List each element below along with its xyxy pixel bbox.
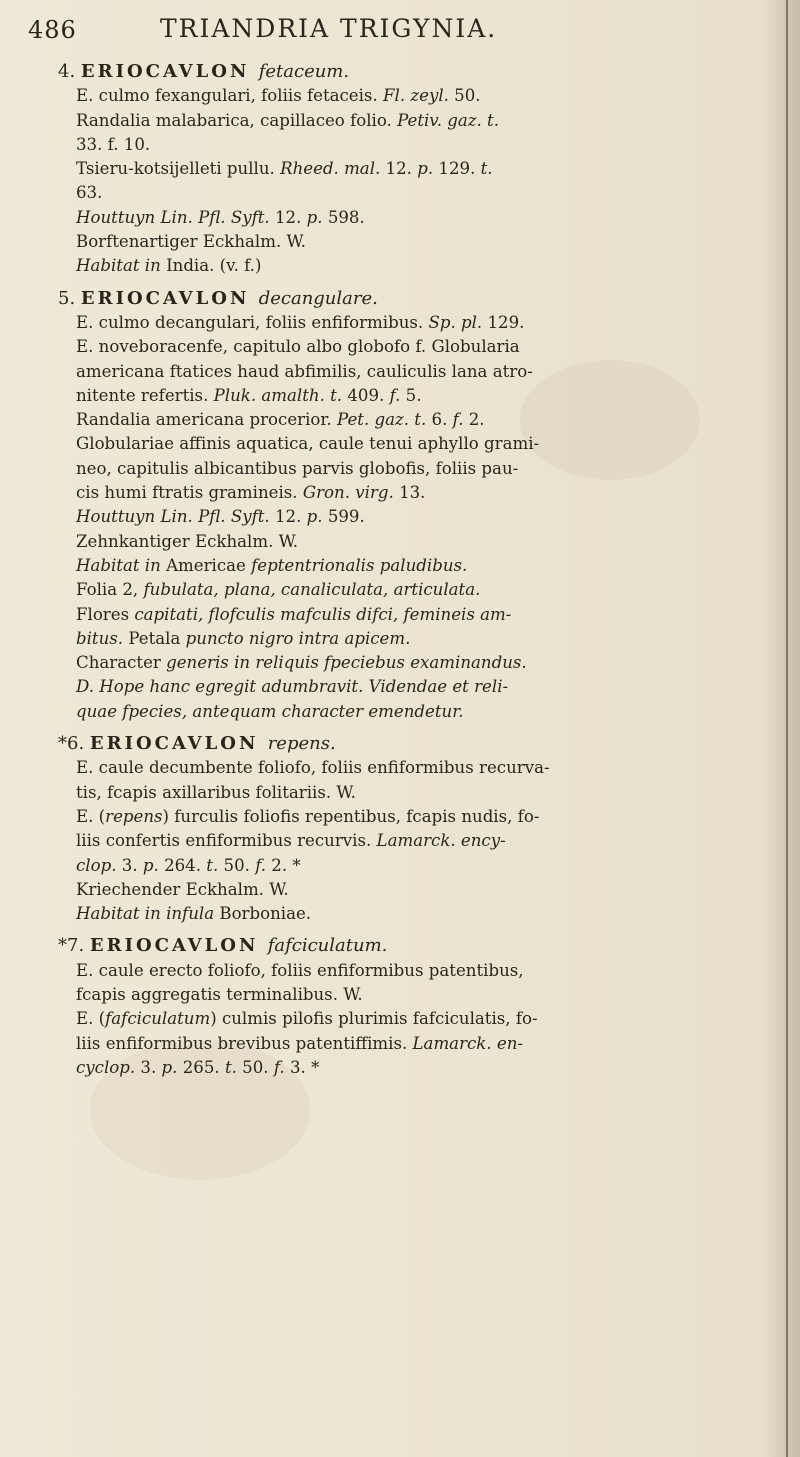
page-gutter-shadow — [762, 0, 800, 1457]
entry-line — [58, 384, 750, 408]
entry-line — [58, 829, 750, 853]
text-span: ) furculis foliofis repentibus, fcapis nudis, fo- — [162, 806, 540, 826]
entry-heading — [58, 287, 750, 311]
italic-text: Sp. pl. — [428, 312, 483, 332]
italic-text: Lamarck. ency- — [376, 831, 506, 851]
text-span: 13. — [393, 483, 426, 503]
text-span: fcapis aggregatis terminalibus. W. — [76, 984, 363, 1004]
italic-text: bitus. — [76, 628, 124, 648]
text-span: Randalia malabarica, capillaceo folio. — [76, 110, 398, 130]
text-span: *6. — [58, 733, 90, 755]
entry-line — [58, 983, 750, 1007]
italic-text: fafciculatum — [105, 1009, 211, 1029]
text-span: Randalia americana procerior. — [76, 410, 338, 430]
italic-text: Pluk. amalth. t. — [213, 385, 343, 405]
text-span: 12. — [269, 207, 307, 227]
italic-text: p. — [306, 207, 323, 227]
entry-heading — [58, 934, 750, 958]
text-span: E. culmo fexangulari, foliis fetaceis. — [76, 86, 384, 106]
text-span: E. noveboracenfe, capitulo albo globofo f. Globularia — [76, 337, 520, 357]
entry-line — [58, 481, 750, 505]
entry-line — [58, 206, 750, 230]
entry-line — [58, 959, 750, 983]
text-span: E. caule erecto foliofo, foliis enfiformibus patentibus, — [76, 960, 524, 980]
italic-text: Gron. virg. — [302, 483, 394, 503]
italic-text: Pet. gaz. t. — [337, 410, 427, 430]
text-span: 50. — [236, 1057, 274, 1077]
running-title: TRIANDRIA TRIGYNIA. — [160, 14, 498, 43]
page-number: 486 — [28, 16, 77, 44]
italic-text: t. — [224, 1057, 237, 1077]
entry-line — [58, 109, 750, 133]
text-span: 409. — [342, 385, 390, 405]
italic-text: Petiv. gaz. t. — [397, 110, 499, 130]
text-span: neo, capitulis albicantibus parvis globofis, foliis pau- — [76, 458, 519, 478]
italic-text: Houttuyn Lin. Pfl. Syft. — [76, 207, 270, 227]
entry-line — [58, 878, 750, 902]
text-span: 33. f. 10. — [76, 134, 151, 154]
species-epithet: decangulare. — [258, 287, 378, 309]
entry-line — [58, 133, 750, 157]
italic-text: Houttuyn Lin. Pfl. Syft. — [76, 507, 270, 527]
italic-text: fubulata, plana, canaliculata, articulata. — [143, 580, 481, 600]
italic-text: p. — [306, 507, 323, 527]
italic-text: p. — [142, 855, 159, 875]
genus-name: ERIOCAVLON — [80, 61, 259, 82]
italic-text: f. — [273, 1057, 285, 1077]
text-span: *7. — [58, 935, 90, 957]
italic-text: p. — [417, 159, 434, 179]
genus-name: ERIOCAVLON — [80, 287, 259, 309]
text-span: liis enfiformibus brevibus patentiffimis. — [76, 1033, 413, 1053]
text-span: Character — [76, 653, 167, 673]
text-span: 129. — [482, 312, 525, 332]
species-epithet: repens. — [267, 733, 336, 755]
entry-line — [58, 578, 750, 602]
text-span: 2. — [463, 410, 485, 430]
entry-line — [58, 530, 750, 554]
species-entry — [58, 287, 750, 724]
entry-line — [58, 1056, 750, 1080]
italic-text: feptentrionalis paludibus. — [251, 555, 468, 575]
entry-line — [58, 335, 750, 359]
text-span: India. (v. f.) — [160, 256, 262, 276]
entry-line — [58, 84, 750, 108]
italic-text: t. — [480, 159, 493, 179]
text-span: 50. — [448, 86, 481, 106]
text-span: 6. — [426, 410, 453, 430]
genus-name: ERIOCAVLON — [89, 733, 268, 755]
text-span: 63. — [76, 183, 103, 203]
entry-line — [58, 230, 750, 254]
text-span: 599. — [322, 507, 365, 527]
text-span: 3. * — [284, 1057, 320, 1077]
page-header — [28, 10, 728, 46]
italic-text: p. — [161, 1057, 178, 1077]
text-span: 3. — [116, 855, 143, 875]
text-span: 5. — [400, 385, 422, 405]
italic-text: Habitat in — [76, 555, 161, 575]
italic-text: Fl. zeyl. — [383, 86, 449, 106]
entry-line — [58, 505, 750, 529]
italic-text: Habitat in — [76, 256, 161, 276]
entry-line — [58, 181, 750, 205]
italic-text: Rheed. mal. — [280, 159, 381, 179]
entry-line — [58, 432, 750, 456]
italic-text: capitati, flofculis mafculis difci, femineis am- — [134, 604, 512, 624]
entry-line — [58, 627, 750, 651]
italic-text: puncto nigro intra apicem. — [185, 628, 411, 648]
binding-edge — [786, 0, 788, 1457]
text-span: americana ftatices haud abfimilis, cauliculis lana atro- — [76, 361, 533, 381]
text-span: Petala — [123, 628, 186, 648]
italic-text: Lamarck. en- — [412, 1033, 524, 1053]
species-entry — [58, 60, 750, 279]
entry-line — [58, 756, 750, 780]
entry-line — [58, 254, 750, 278]
text-span: Kriechender Eckhalm. W. — [76, 879, 289, 899]
text-span: E. caule decumbente foliofo, foliis enfiformibus recurva- — [76, 758, 550, 778]
species-entry — [58, 934, 750, 1080]
entry-heading — [58, 60, 750, 84]
italic-text: f. — [452, 410, 464, 430]
text-span: liis confertis enfiformibus recurvis. — [76, 831, 377, 851]
entry-line — [58, 1007, 750, 1031]
text-span: Borboniae. — [214, 904, 312, 924]
text-span: 2. * — [266, 855, 301, 875]
text-span: 129. — [433, 159, 481, 179]
text-span: 12. — [269, 507, 307, 527]
text-span: 264. — [158, 855, 207, 875]
entry-line — [58, 902, 750, 926]
entry-line — [58, 854, 750, 878]
entry-line — [58, 603, 750, 627]
entry-line — [58, 408, 750, 432]
italic-text: quae fpecies, antequam character emendetur. — [76, 701, 464, 721]
species-entry — [58, 732, 750, 926]
text-span: 5. — [58, 287, 81, 309]
italic-text: t. — [206, 855, 219, 875]
entry-line — [58, 651, 750, 675]
entry-line — [58, 700, 750, 724]
text-span: 50. — [218, 855, 256, 875]
entry-line — [58, 675, 750, 699]
entry-line — [58, 805, 750, 829]
entry-line — [58, 457, 750, 481]
page-body — [58, 60, 750, 1088]
italic-text: Habitat in infula — [76, 904, 215, 924]
text-span: tis, fcapis axillaribus folitariis. W. — [76, 782, 356, 802]
text-span: 265. — [177, 1057, 225, 1077]
text-span: 3. — [135, 1057, 162, 1077]
italic-text: D. Hope hanc egregit adumbravit. Videndae et reli- — [76, 677, 509, 697]
text-span: 12. — [380, 159, 418, 179]
entry-line — [58, 157, 750, 181]
entry-line — [58, 311, 750, 335]
italic-text: repens — [105, 806, 163, 826]
text-span: 598. — [322, 207, 365, 227]
text-span: 4. — [58, 61, 81, 82]
text-span: Americae — [160, 555, 252, 575]
entry-heading — [58, 732, 750, 756]
text-span: E. ( — [76, 806, 106, 826]
text-span: Borftenartiger Eckhalm. W. — [76, 232, 306, 252]
text-span: E. culmo decangulari, foliis enfiformibus. — [76, 312, 429, 332]
entry-line — [58, 360, 750, 384]
text-span: Zehnkantiger Eckhalm. W. — [76, 531, 299, 551]
italic-text: cyclop. — [76, 1057, 136, 1077]
text-span: ) culmis pilofis plurimis fafciculatis, fo- — [210, 1009, 538, 1029]
text-span: cis humi ftratis gramineis. — [76, 483, 303, 503]
italic-text: clop. — [76, 855, 117, 875]
genus-name: ERIOCAVLON — [89, 935, 268, 957]
text-span: Globulariae affinis aquatica, caule tenui aphyllo grami- — [76, 434, 540, 454]
italic-text: f. — [389, 385, 401, 405]
species-epithet: fetaceum. — [258, 61, 350, 82]
entry-line — [58, 781, 750, 805]
text-span: Flores — [76, 604, 135, 624]
text-span: nitente refertis. — [76, 385, 214, 405]
text-span: E. ( — [76, 1009, 106, 1029]
italic-text: f. — [255, 855, 267, 875]
species-epithet: fafciculatum. — [267, 935, 388, 957]
text-span: Folia 2, — [76, 580, 144, 600]
italic-text: generis in reliquis fpeciebus examinandus. — [166, 653, 527, 673]
entry-line — [58, 1032, 750, 1056]
text-span: Tsieru-kotsijelleti pullu. — [76, 159, 281, 179]
entry-line — [58, 554, 750, 578]
